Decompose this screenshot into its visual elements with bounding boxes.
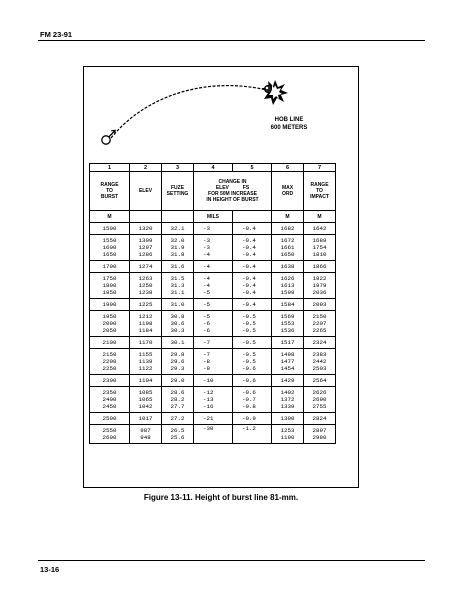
table-body xyxy=(90,223,336,444)
trajectory-arc xyxy=(111,86,267,138)
cell-fuze-setting: 27.2 xyxy=(162,413,194,425)
column-number: 7 xyxy=(304,164,336,172)
cell-change-elev: -7 -8 -9 xyxy=(194,349,233,375)
cell-change-elev: -4 -4 -5 xyxy=(194,273,233,299)
mortar-icon xyxy=(102,130,115,144)
cell-range-to-impact: 1642 xyxy=(304,223,336,235)
cell-range-to-burst: 1500 xyxy=(90,223,130,235)
table-row xyxy=(90,261,336,273)
cell-max-ord: 1498 1477 1454 xyxy=(272,349,304,375)
cell-fuze-setting: 31.5 31.3 31.1 xyxy=(162,273,194,299)
cell-elev: 1017 xyxy=(130,413,162,425)
cell-max-ord: 1626 1613 1599 xyxy=(272,273,304,299)
table-row xyxy=(90,299,336,311)
cell-change-fs: -0.5 -0.5 -0.6 xyxy=(233,349,272,375)
unit-cell xyxy=(130,211,162,223)
column-number: 4 xyxy=(194,164,233,172)
unit-cell: M xyxy=(304,211,336,223)
header-elev: ELEV xyxy=(130,172,162,211)
cell-max-ord: 1638 xyxy=(272,261,304,273)
table-row xyxy=(90,311,336,337)
column-number: 5 xyxy=(233,164,272,172)
page-header: FM 23-91 xyxy=(40,30,73,39)
unit-cell: MILS xyxy=(194,211,233,223)
cell-fuze-setting: 29.8 29.6 29.3 xyxy=(162,349,194,375)
cell-elev: 1170 xyxy=(130,337,162,349)
cell-elev: 1225 xyxy=(130,299,162,311)
cell-range-to-burst: 1900 xyxy=(90,299,130,311)
cell-max-ord: 1402 1372 1339 xyxy=(272,387,304,413)
cell-change-elev: -10 xyxy=(194,375,233,387)
header-range-to-burst: RANGE TO BURST xyxy=(90,172,130,211)
cell-change-fs: -0.4 xyxy=(233,299,272,311)
cell-change-fs: -0.5 xyxy=(233,337,272,349)
cell-change-fs: -1.2 xyxy=(233,425,272,444)
cell-fuze-setting: 29.0 xyxy=(162,375,194,387)
cell-fuze-setting: 26.5 25.6 xyxy=(162,425,194,444)
burst-table xyxy=(89,163,336,444)
cell-elev: 987 948 xyxy=(130,425,162,444)
cell-max-ord: 1253 1190 xyxy=(272,425,304,444)
cell-elev: 1155 1139 1122 xyxy=(130,349,162,375)
cell-change-elev: -4 xyxy=(194,261,233,273)
cell-fuze-setting: 28.6 28.2 27.7 xyxy=(162,387,194,413)
table-row xyxy=(90,349,336,375)
column-number: 2 xyxy=(130,164,162,172)
header-max-ord: MAX ORD xyxy=(272,172,304,211)
cell-elev: 1212 1198 1184 xyxy=(130,311,162,337)
cell-change-fs: -0.6 xyxy=(233,375,272,387)
units-row xyxy=(90,211,336,223)
column-number: 1 xyxy=(90,164,130,172)
page-number: 13-16 xyxy=(40,565,60,574)
cell-elev: 1320 xyxy=(130,223,162,235)
cell-range-to-impact: 1689 1754 1810 xyxy=(304,235,336,261)
hob-line-title: HOB LINE xyxy=(274,117,304,123)
header-change-in: CHANGE IN ELEV FS FOR 50M INCREASE IN HEIGHT OF BURST xyxy=(194,172,272,211)
cell-range-to-burst: 2500 xyxy=(90,413,130,425)
column-number: 6 xyxy=(272,164,304,172)
table-row xyxy=(90,387,336,413)
cell-fuze-setting: 30.8 30.6 30.3 xyxy=(162,311,194,337)
cell-range-to-impact: 2324 xyxy=(304,337,336,349)
cell-change-fs: -0.5 -0.5 -0.5 xyxy=(233,311,272,337)
cell-range-to-burst: 1750 1800 1850 xyxy=(90,273,130,299)
cell-range-to-impact: 1922 1979 2036 xyxy=(304,273,336,299)
cell-change-fs: -0.4 -0.4 -0.4 xyxy=(233,235,272,261)
cell-range-to-impact: 2093 xyxy=(304,299,336,311)
cell-fuze-setting: 31.6 xyxy=(162,261,194,273)
cell-change-elev: -7 xyxy=(194,337,233,349)
cell-range-to-burst: 2350 2400 2450 xyxy=(90,387,130,413)
column-header-row xyxy=(90,172,336,211)
cell-max-ord: 1429 xyxy=(272,375,304,387)
cell-fuze-setting: 31.0 xyxy=(162,299,194,311)
cell-max-ord: 1300 xyxy=(272,413,304,425)
cell-change-elev: -30 xyxy=(194,425,233,444)
cell-elev: 1104 xyxy=(130,375,162,387)
cell-change-elev: -5 -6 -6 xyxy=(194,311,233,337)
cell-fuze-setting: 32.1 xyxy=(162,223,194,235)
cell-range-to-impact: 2897 2980 xyxy=(304,425,336,444)
table-row xyxy=(90,413,336,425)
cell-max-ord: 1569 1553 1536 xyxy=(272,311,304,337)
cell-range-to-impact: 2150 2207 2265 xyxy=(304,311,336,337)
cell-change-elev: -5 xyxy=(194,299,233,311)
cell-change-fs: -0.6 -0.7 -0.8 xyxy=(233,387,272,413)
trajectory-diagram xyxy=(85,68,357,160)
column-number: 3 xyxy=(162,164,194,172)
cell-fuze-setting: 32.0 31.9 31.8 xyxy=(162,235,194,261)
figure-caption: Figure 13-11. Height of burst line 81-mm. xyxy=(143,493,299,502)
cell-range-to-burst: 1550 1600 1650 xyxy=(90,235,130,261)
cell-range-to-burst: 2300 xyxy=(90,375,130,387)
cell-elev: 1309 1297 1286 xyxy=(130,235,162,261)
cell-change-fs: -0.9 xyxy=(233,413,272,425)
cell-elev: 1085 1065 1042 xyxy=(130,387,162,413)
cell-range-to-impact: 1866 xyxy=(304,261,336,273)
cell-elev: 1263 1250 1238 xyxy=(130,273,162,299)
column-number-row xyxy=(90,164,336,172)
cell-change-fs: -0.4 -0.4 -0.4 xyxy=(233,273,272,299)
table-row xyxy=(90,223,336,235)
cell-change-elev: -3 xyxy=(194,223,233,235)
table-row xyxy=(90,375,336,387)
cell-max-ord: 1584 xyxy=(272,299,304,311)
header-rule xyxy=(38,40,425,41)
table-row xyxy=(90,273,336,299)
table-row xyxy=(90,337,336,349)
burst-icon xyxy=(262,80,288,105)
cell-change-elev: -3 -3 -4 xyxy=(194,235,233,261)
cell-range-to-burst: 2150 2200 2250 xyxy=(90,349,130,375)
cell-range-to-impact: 2564 xyxy=(304,375,336,387)
hob-line-label xyxy=(259,117,319,132)
table-row xyxy=(90,235,336,261)
cell-range-to-impact: 2824 xyxy=(304,413,336,425)
cell-range-to-burst: 1950 2000 2050 xyxy=(90,311,130,337)
cell-change-fs: -0.4 xyxy=(233,223,272,235)
cell-range-to-burst: 1700 xyxy=(90,261,130,273)
header-range-to-impact: RANGE TO IMPACT xyxy=(304,172,336,211)
unit-cell: M xyxy=(272,211,304,223)
cell-max-ord: 1672 1661 1650 xyxy=(272,235,304,261)
cell-range-to-impact: 2383 2442 2503 xyxy=(304,349,336,375)
unit-cell xyxy=(233,211,272,223)
cell-max-ord: 1682 xyxy=(272,223,304,235)
cell-fuze-setting: 30.1 xyxy=(162,337,194,349)
cell-change-elev: -12 -13 -16 xyxy=(194,387,233,413)
table-row xyxy=(90,425,336,444)
unit-cell: M xyxy=(90,211,130,223)
cell-elev: 1274 xyxy=(130,261,162,273)
footer-rule xyxy=(38,560,425,561)
cell-range-to-burst: 2550 2600 xyxy=(90,425,130,444)
cell-range-to-impact: 2626 2690 2755 xyxy=(304,387,336,413)
cell-change-fs: -0.4 xyxy=(233,261,272,273)
cell-change-elev: -21 xyxy=(194,413,233,425)
hob-line-value: 600 METERS xyxy=(270,124,308,131)
cell-max-ord: 1517 xyxy=(272,337,304,349)
header-fuze-setting: FUZE SETTING xyxy=(162,172,194,211)
unit-cell xyxy=(162,211,194,223)
cell-range-to-burst: 2100 xyxy=(90,337,130,349)
